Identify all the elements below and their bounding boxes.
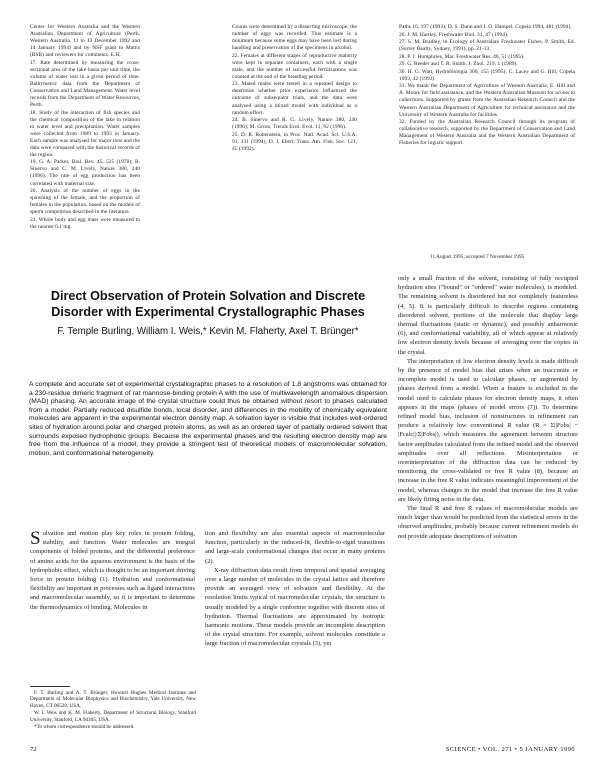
reference-item: 21. Whole body and egg mass were measured to the nearest 0.1 mg. xyxy=(30,216,140,230)
affiliation-note: W. I. Weis and K. M. Flaherty, Department of Structural Biology, Stanford University, Stanford, CA 94305, USA. xyxy=(30,710,196,723)
received-accepted-dates: 11 August 1995; accepted 7 November 1995 xyxy=(430,254,525,260)
reference-item: 19. G. A. Parker, Biol. Rev. 45, 525 (1970); B. Sinervo and C. M. Lively, Nature 380, 240 (1996). The rate of egg production has been correlated with maternal size. xyxy=(30,159,140,187)
body-column-left xyxy=(30,529,195,683)
reference-item: 18. Study of the interaction of fish species and the chemical composition of the lake in relation to water level and precipitation. Water samples were collected from 1989 to 1993 in January. Each sample was analysed for major ions and the data were compared with the historical records of the region. xyxy=(30,109,140,158)
body-paragraph: The interpretation of low electron density levels is made difficult by the presence of model bias that arises when an inaccurate or incomplete model is used to calculate phases, or augmented by phases derived from a model. When a feature is excluded in the model used to calculate phases for electron density maps, it often appears in the maps (phases of model errors (7)). To determine refined model bias, inclusion of nonstructures in refinement can produce a relatively low conventional R value (R = Σ||Fobs| − |Fcalc||/Σ|Fobs|), which measures the agreement between structure factor amplitudes calculated from the refined model and the observed amplitudes over all reflections. Misinterpretation or overinterpretation of the diffraction data can be reduced by monitoring the cross-validated or free R value (8), because an increase in the free R value indicates meaningful improvement of the model, whereas changes in the model that increase the free R value are likely fitting noise in the data. xyxy=(398,357,578,503)
body-paragraph: only a small fraction of the solvent, consisting of fully occupied hydration sites ("bound" or "ordered" water molecules), is modeled. The remaining solvent is disordered but not completely featureless (4, 5). It is particularly difficult to describe regions containing disordered solvent, portions of the molecule that display large thermal fluctuations (static or dynamic), and possibly anharmonic (6), and conformational variability, all of which appear at relatively low electron density levels because of averaging over the copies in the crystal. xyxy=(398,275,578,356)
body-column-right xyxy=(398,274,578,739)
reference-item: 29. G. Reeder and T. R. Smith, J. Zool. 219, 1 (1989). xyxy=(399,61,518,68)
reference-item: 20. Analysis of the number of eggs in the spawning of the female, and the proportion of females in the population, based on the models of sperm competition described in the literature. xyxy=(30,188,140,216)
article-title: Direct Observation of Protein Solvation and Discrete Disorder with Experimental Crystallographic Phases xyxy=(50,289,366,319)
reference-item: 26. J. M. Hartley, Freshwater Biol. 31, 47 (1994). xyxy=(399,31,509,38)
references-column-2 xyxy=(232,24,357,194)
reference-item: 27. S. M. Bradley, in Ecology of Australian Freshwater Fishes, P. Smith, Ed. (Surrey Beatty, Sydney, 1991), pp. 21-33. xyxy=(399,39,575,53)
references-column-3 xyxy=(399,24,575,250)
article-authors: F. Temple Burling, William I. Weis,* Kevin M. Flaherty, Axel T. Brünger* xyxy=(57,326,359,337)
reference-item: 30. H. G. Watt, Hydrobiologia 300, 155 (1995); C. Lacey and G. Hill, Copeia 1993, 42 (1993). xyxy=(399,68,575,82)
body-column-middle xyxy=(205,529,385,739)
body-paragraph: X-ray diffraction data result from temporal and spatial averaging over a large number of molecules in the crystal lattice and therefore provide an averaged view of solvation and flexibility. At the resolution limits typical of macromolecular crystals, the structure is usually modeled by a single conformer together with discrete sites of hydration. Thermal fluctuations are approximated by isotropic harmonic motions. These models provide an incomplete description of the crystal structure. For example, solvent molecules constitute a large fraction of macromolecular crystals (3), yet xyxy=(205,566,385,648)
reference-item: 32. Funded by the Australian Research Council through its program of collaborative research, supported by the Department of Conservation and Land Management of Western Australia and the Western Australian Department of Fisheries for logistic support. xyxy=(399,119,575,147)
reference-item: Counts were determined by a dissecting microscope; the number of eggs was recorded. This estimate is a minimum because some eggs may have been lost during handling and preservation of the specimens in alcohol. xyxy=(232,24,357,52)
body-paragraph: The final R and free R values of macromolecular models are much larger than would be predicted from the statistical errors in the observed amplitudes, probably because current refinement models do not provide adequate descriptions of solvation xyxy=(398,505,578,540)
reference-item: 24. B. Sinervo and R. G. Lively, Nature 380, 240 (1996); M. Gross, Trends Ecol. Evol. 11, 92 (1996). xyxy=(232,117,357,131)
reference-item: 28. P. J. Humphries, Mar. Freshwater Res. 46, 51 (1995). xyxy=(399,53,525,60)
article-abstract: A complete and accurate set of experimental crystallographic phases to a resolution of 1.8 angstroms was obtained for a 230-residue dimeric fragment of rat mannose-binding protein A with the use of multiwavelength anomalous dispersion (MAD) phasing. An accurate image of the crystal structure could thus be obtained without resort to phases calculated from a model. Partially reduced disulfide bonds, local disorder, and differences in the mobility of chemically equivalent molecules are apparent in the experimental electron density map. A solvation layer is visible that includes well-ordered sites of hydration around polar and charged protein atoms, as well as an ordered layer of partially ordered solvent that surrounds exposed hydrophobic groups. Because the experimental phases and the resulting electron density map are free from the influence of a model, they provide a stringent test of theoretical models of macromolecular solvation, motion, and conformational heterogeneity. xyxy=(29,381,387,457)
reference-item: 25. D. R. Rubenstein, in Proc. Natl. Acad. Sci. U.S.A. 91, 131 (1994); D. J. Ebert, Trans. Am. Fish. Soc. 121, 45 (1992). xyxy=(232,131,357,152)
correspondence-note: *To whom correspondence should be addressed. xyxy=(34,724,135,731)
body-paragraph xyxy=(30,529,195,612)
reference-item: Paths 16, 197 (1993); D. S. Dunn and J. O. Hampel, Copeia 1994, 481 (1994). xyxy=(399,24,572,30)
reference-item: 22. Females at different stages of reproductive maturity were kept in separate containers, each with a single male, and the number of successful fertilizations was counted at the end of the breeding period. xyxy=(232,52,357,80)
affiliation-note: F. T. Burling and A. T. Brünger, Howard Hughes Medical Institute and Department of Molecular Biophysics and Biochemistry, Yale University, New Haven, CT 06520, USA. xyxy=(30,690,196,709)
reference-item: Center for Western Australia and the Western Australian Department of Agriculture (Perth, Western Australia, 11 to 13 December 1992 and 14 January 1994) and by NSF grant to Mattis (BSR) and reviewers for comments. E.H. xyxy=(30,24,140,59)
reference-item: 23. Mated males were tested in a repeated design to determine whether prior experience influenced the outcome of subsequent trials, and the data were analysed using a mixed model with individual as a random effect. xyxy=(232,81,357,116)
body-paragraph-text: olvation and motion play key roles in protein folding, stability, and function. Water molecules are integral components of folded proteins, and the differential preference of amino acids for the aqueous environment is the basis of the hydrophobic effect, which is thought to be an important driving force in protein folding (1). Hydration and conformational flexibility are important in processes such as ligand interactions and macromolecular assembly, so it is important to determine the thermodynamics of binding. Molecules in xyxy=(30,530,195,611)
author-affiliations xyxy=(30,690,196,736)
journal-citation-line: SCIENCE • VOL. 271 • 5 JANUARY 1996 xyxy=(445,746,575,753)
page-number: 72 xyxy=(30,746,37,753)
body-paragraph: tion and flexibility are also essential aspects of macromolecular function, particularly in the induced-fit, flexible-to-rigid transitions and large-scale conformational changes that occur in many proteins (2). xyxy=(205,530,385,565)
references-column-1 xyxy=(30,24,140,274)
drop-cap: S xyxy=(30,529,41,549)
affiliation-divider xyxy=(30,686,70,687)
reference-item: 31. We thank the Department of Agriculture of Western Australia, E. Hill and A. Moore for field assistance, and the Western Australian Museum for access to collections. Supported by grants from the Australian Research Council and the Western Australian Department of Agriculture for technical assistance and the University of Western Australia for facilities. xyxy=(399,83,575,118)
reference-item: 17. Rate determined by measuring the cross-sectional area of the lake basin per unit time, the volume of water lost in a given period of time. Bathymetric data from the Department of Conservation and Land Management. Water level records from the Department of Water Resources, Perth. xyxy=(30,59,140,109)
